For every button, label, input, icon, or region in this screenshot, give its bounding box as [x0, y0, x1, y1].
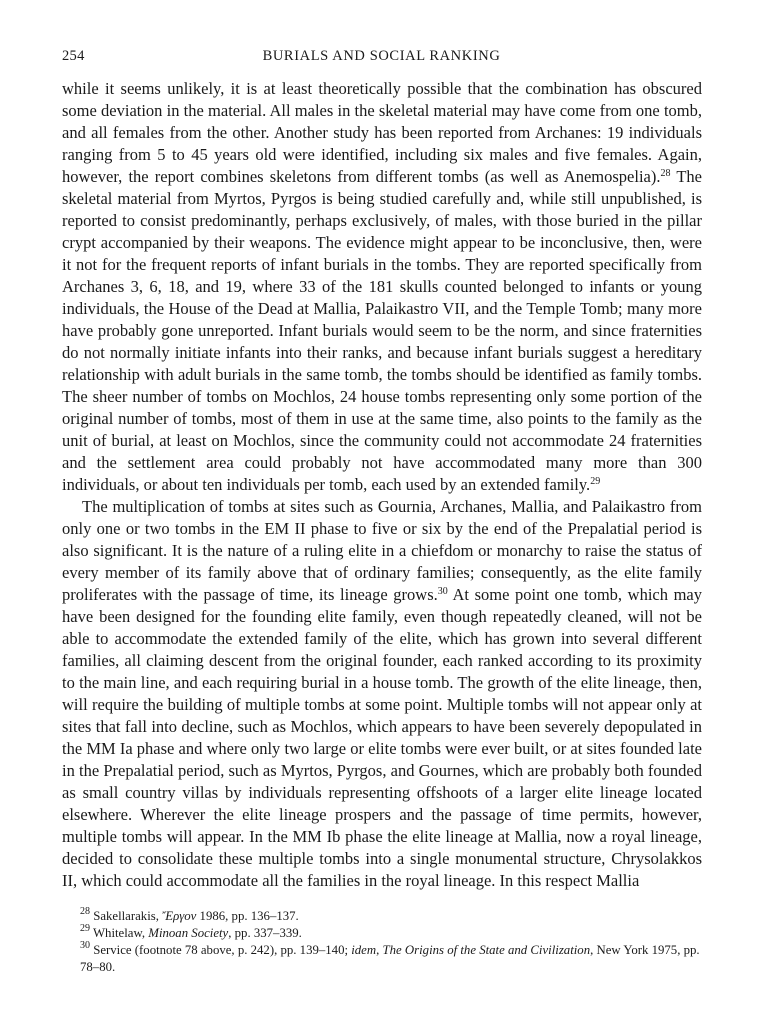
paragraph-1-text-a: while it seems unlikely, it is at least theoretically possible that the combination has obscured some deviation in the material. All males in the skeletal material may have come from one tomb, and all females from the other. Another study has been reported from Archanes: 19 individuals ranging from 5 to 45 years old were identified, including six males and five females. Again, however, the report combines skeletons from different tombs (as well as Anemospelia).: [62, 79, 702, 186]
footnote-28: [62, 908, 702, 925]
footnote-30-idem: idem: [351, 943, 377, 957]
footnote-29-number: 29: [80, 923, 90, 934]
paragraph-1-text-b: The skeletal material from Myrtos, Pyrgos is being studied carefully and, while still unpublished, is reported to consist predominantly, perhaps exclusively, of males, with those buried in the pillar crypt accompanied by their weapons. The evidence might appear to be inconclusive, then, were it not for the frequent reports of infant burials in the tombs. They are reported specifically from Archanes 3, 6, 18, and 19, where 33 of the 181 skulls counted belonged to infants or young individuals, the House of the Dead at Mallia, Palaikastro VII, and the Temple Tomb; many more have probably gone unreported. Infant burials would seem to be the norm, and since fraternities do not normally initiate infants into their ranks, and because infant burials suggest a hereditary relationship with adult burials in the same tomb, the tombs should be identified as family tombs. The sheer number of tombs on Mochlos, 24 house tombs representing only some portion of the original number of tombs, most of them in use at the same time, also points to the family as the unit of burial, at least on Mochlos, since the community could not accommodate 24 fraternities and the settlement area could probably not have accommodated many more than 300 individuals, or about ten individuals per tomb, each used by an extended family.: [62, 167, 702, 494]
running-title: BURIALS AND SOCIAL RANKING: [262, 48, 501, 64]
footnote-29-pages: , pp. 337–339.: [228, 926, 302, 940]
footnote-28-number: 28: [80, 906, 90, 917]
footnote-28-pages: 1986, pp. 136–137.: [196, 909, 299, 923]
footnote-30-author: Service (footnote 78 above, p. 242), pp. 139–140;: [90, 943, 352, 957]
footnote-ref-30[interactable]: 30: [437, 586, 448, 597]
footnote-30-sep: ,: [376, 943, 383, 957]
paragraph-2-text-a: The multiplication of tombs at sites such as Gournia, Archanes, Mallia, and Palaikastro from only one or two tombs in the EM II phase to five or six by the end of the Prepalatial period is also significant. It is the nature of a ruling elite in a chiefdom or monarchy to raise the status of every member of its family above that of ordinary families; consequently, as the elite family proliferates with the passage of time, its lineage grows.: [62, 497, 702, 604]
footnote-30: [62, 942, 702, 976]
paragraph-1: [62, 78, 702, 496]
footnote-29-title: Minoan Society: [148, 926, 229, 940]
main-text: [62, 78, 702, 892]
page-number: 254: [62, 48, 85, 64]
paragraph-2-text-b: At some point one tomb, which may have been designed for the founding elite family, even though repeatedly cleaned, will not be able to accommodate the extended family of the elite, which has grown into several different families, all claiming descent from the original founder, each ranked according to its proximity to the main line, and each requiring burial in a house tomb. The growth of the elite lineage, then, will require the building of multiple tombs at some point. Multiple tombs will not appear only at sites that fall into decline, such as Mochlos, which appears to have been severely depopulated in the MM Ia phase and where only two large or elite tombs were ever built, or at sites founded late in the Prepalatial period, such as Myrtos, Pyrgos, and Gournes, which are probably both founded as small country villas by individuals representing offshoots of a larger elite lineage located elsewhere. Wherever the elite lineage prospers and the passage of time permits, however, multiple tombs will appear. In the MM Ib phase the elite lineage at Mallia, now a royal lineage, decided to consolidate these multiple tombs into a single monumental structure, Chrysolakkos II, which could accommodate all the families in the royal lineage. In this respect Mallia: [62, 585, 702, 890]
footnote-28-title: Ἔργον: [162, 909, 197, 923]
paragraph-2: [62, 496, 702, 892]
footnote-30-title: The Origins of the State and Civilization: [382, 943, 591, 957]
footnote-29-author: Whitelaw,: [90, 926, 149, 940]
footnote-29: [62, 925, 702, 942]
footnotes: [62, 908, 702, 976]
footnote-28-author: Sakellarakis,: [90, 909, 163, 923]
footnote-ref-29[interactable]: 29: [590, 476, 601, 487]
footnote-ref-28[interactable]: 28: [660, 168, 671, 179]
footnote-30-pages: , New York 1975, pp. 78–80.: [80, 943, 700, 974]
footnote-30-number: 30: [80, 940, 90, 951]
page-header: [62, 48, 701, 68]
